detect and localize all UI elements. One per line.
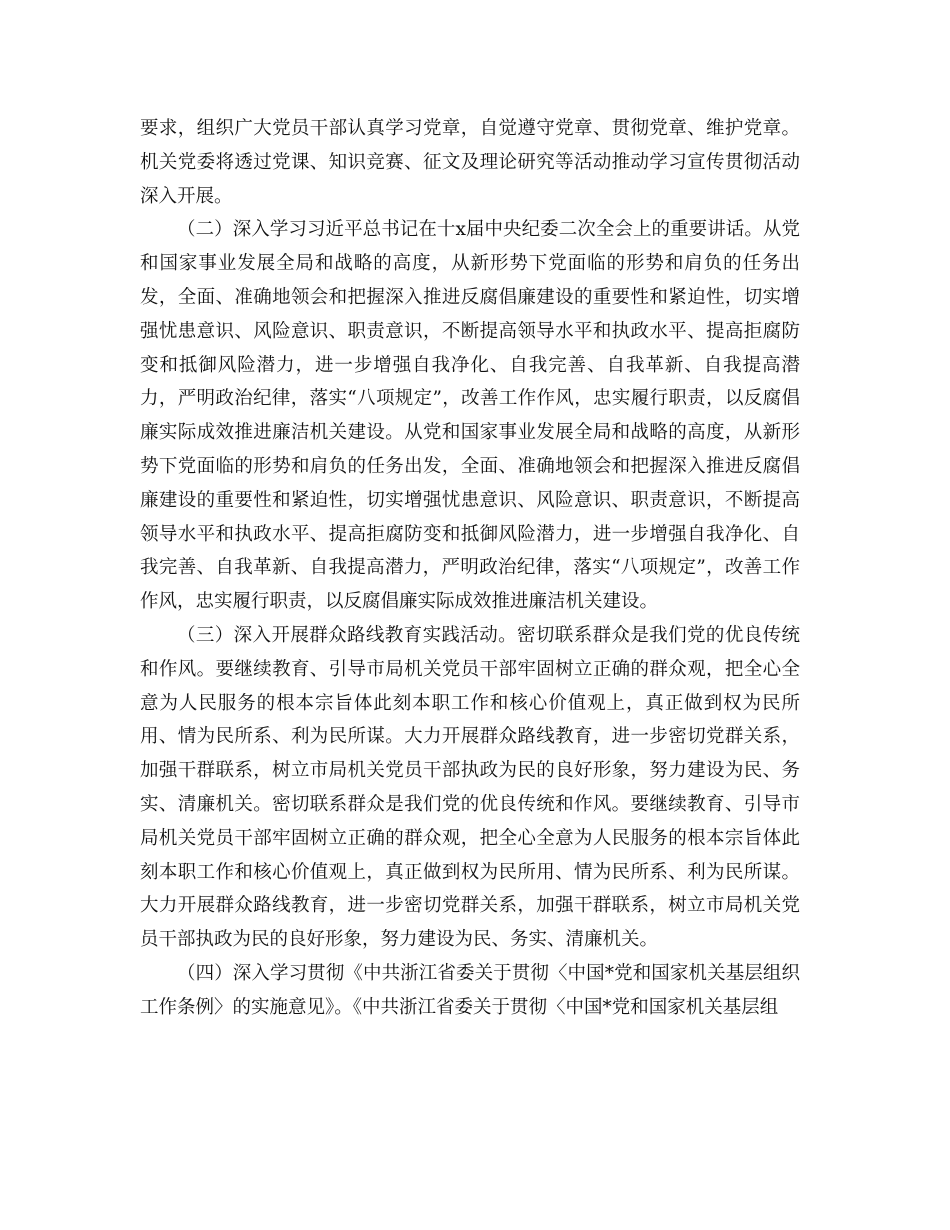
paragraph-continued: 要求，组织广大党员干部认真学习党章，自觉遵守党章、贯彻党章、维护党章。机关党委将透过党课、知识竞赛、征文及理论研究等活动推动学习宣传贯彻活动深入开展。	[140, 118, 800, 207]
paragraph-section-2: （二）深入学习习近平总书记在十x届中央纪委二次全会上的重要讲话。从党和国家事业发展全局和战略的高度，从新形势下党面临的形势和肩负的任务出发，全面、准确地领会和把握深入推进反腐倡廉建设的重要性和紧迫性，切实增强忧患意识、风险意识、职责意识，不断提高领导水平和执政水平、提高拒腐防变和抵御风险潜力，进一步增强自我净化、自我完善、自我革新、自我提高潜力，严明政治纪律，落实“八项规定”，改善工作作风，忠实履行职责，以反腐倡廉实际成效推进廉洁机关建设。从党和国家事业发展全局和战略的高度，从新形势下党面临的形势和肩负的任务出发，全面、准确地领会和把握深入推进反腐倡廉建设的重要性和紧迫性，切实增强忧患意识、风险意识、职责意识，不断提高领导水平和执政水平、提高拒腐防变和抵御风险潜力，进一步增强自我净化、自我完善、自我革新、自我提高潜力，严明政治纪律，落实“八项规定”，改善工作作风，忠实履行职责，以反腐倡廉实际成效推进廉洁机关建设。	[140, 219, 800, 613]
paragraph-section-4: （四）深入学习贯彻《中共浙江省委关于贯彻〈中国*党和国家机关基层组织工作条例〉的实施意见》。《中共浙江省委关于贯彻〈中国*党和国家机关基层组	[140, 962, 800, 1018]
paragraph-section-3: （三）深入开展群众路线教育实践活动。密切联系群众是我们党的优良传统和作风。要继续教育、引导市局机关党员干部牢固树立正确的群众观，把全心全意为人民服务的根本宗旨体此刻本职工作和核心价值观上，真正做到权为民所用、情为民所系、利为民所谋。大力开展群众路线教育，进一步密切党群关系，加强干群联系，树立市局机关党员干部执政为民的良好形象，努力建设为民、务实、清廉机关。密切联系群众是我们党的优良传统和作风。要继续教育、引导市局机关党员干部牢固树立正确的群众观，把全心全意为人民服务的根本宗旨体此刻本职工作和核心价值观上，真正做到权为民所用、情为民所系、利为民所谋。大力开展群众路线教育，进一步密切党群关系，加强干群联系，树立市局机关党员干部执政为民的良好形象，努力建设为民、务实、清廉机关。	[140, 624, 800, 951]
